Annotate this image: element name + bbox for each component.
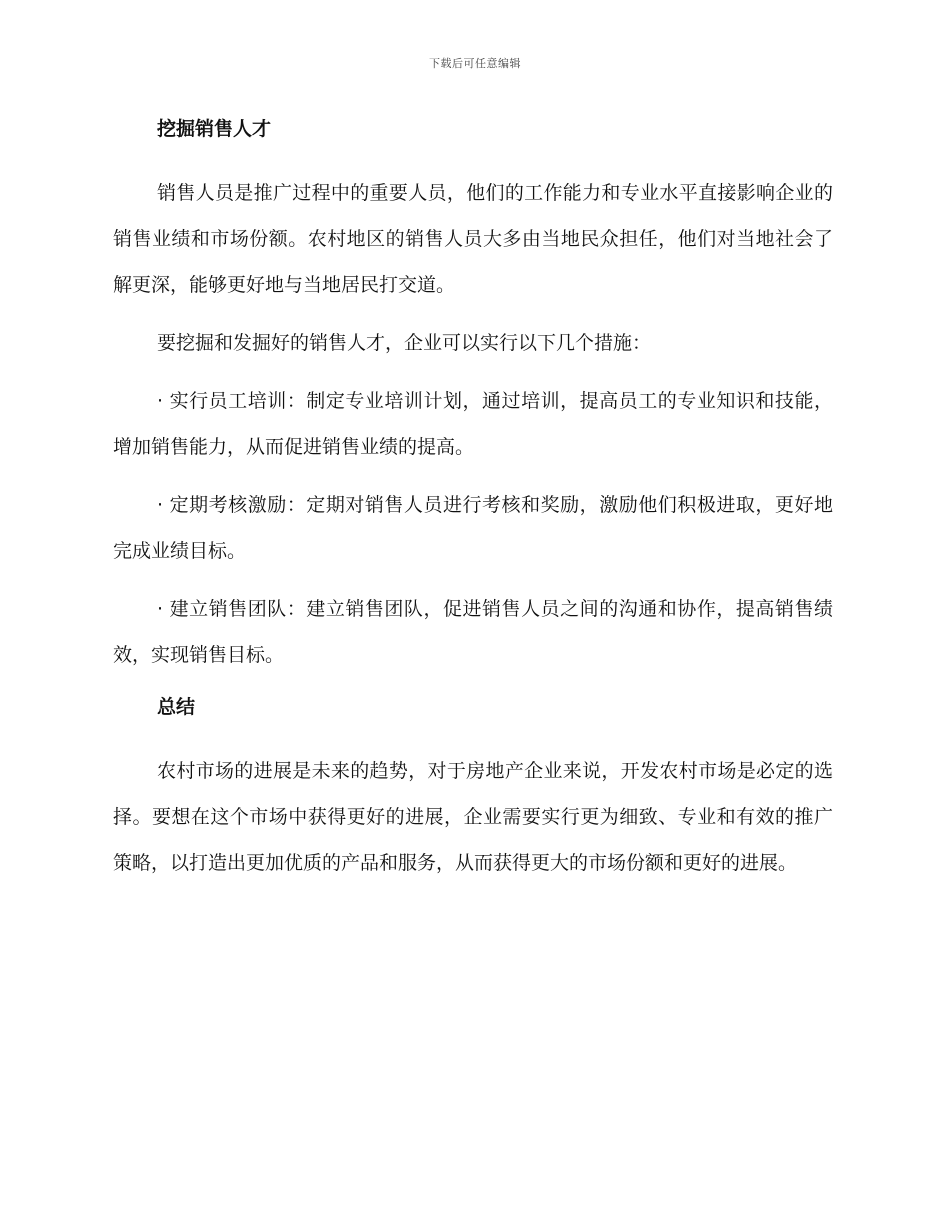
paragraph: 农村市场的进展是未来的趋势，对于房地产企业来说，开发农村市场是必定的选择。要想在这个市场中获得更好的进展，企业需要实行更为细致、专业和有效的推广策略，以打造出更加优质的产品和服务，从而获得更大的市场份额和更好的进展。 bbox=[113, 760, 833, 874]
bullet-paragraph: · 定期考核激励：定期对销售人员进行考核和奖励，激励他们积极进取，更好地完成业绩目标。 bbox=[113, 494, 833, 562]
header-note: 下载后可任意编辑 bbox=[429, 57, 521, 70]
bullet-paragraph: · 建立销售团队：建立销售团队，促进销售人员之间的沟通和协作，提高销售绩效，实现销售目标。 bbox=[113, 598, 833, 666]
section-heading: 挖掘销售人才 bbox=[157, 118, 272, 140]
paragraph: 销售人员是推广过程中的重要人员，他们的工作能力和专业水平直接影响企业的销售业绩和市场份额。农村地区的销售人员大多由当地民众担任，他们对当地社会了解更深，能够更好地与当地居民打交道。 bbox=[113, 182, 833, 296]
paragraph: 要挖掘和发掘好的销售人才，企业可以实行以下几个措施： bbox=[157, 332, 652, 354]
section-heading: 总结 bbox=[157, 696, 196, 718]
bullet-paragraph: · 实行员工培训：制定专业培训计划，通过培训，提高员工的专业知识和技能，增加销售能力，从而促进销售业绩的提高。 bbox=[113, 390, 833, 458]
section-sales-talent bbox=[113, 112, 833, 678]
section-summary bbox=[113, 690, 833, 886]
document-body bbox=[113, 112, 833, 898]
